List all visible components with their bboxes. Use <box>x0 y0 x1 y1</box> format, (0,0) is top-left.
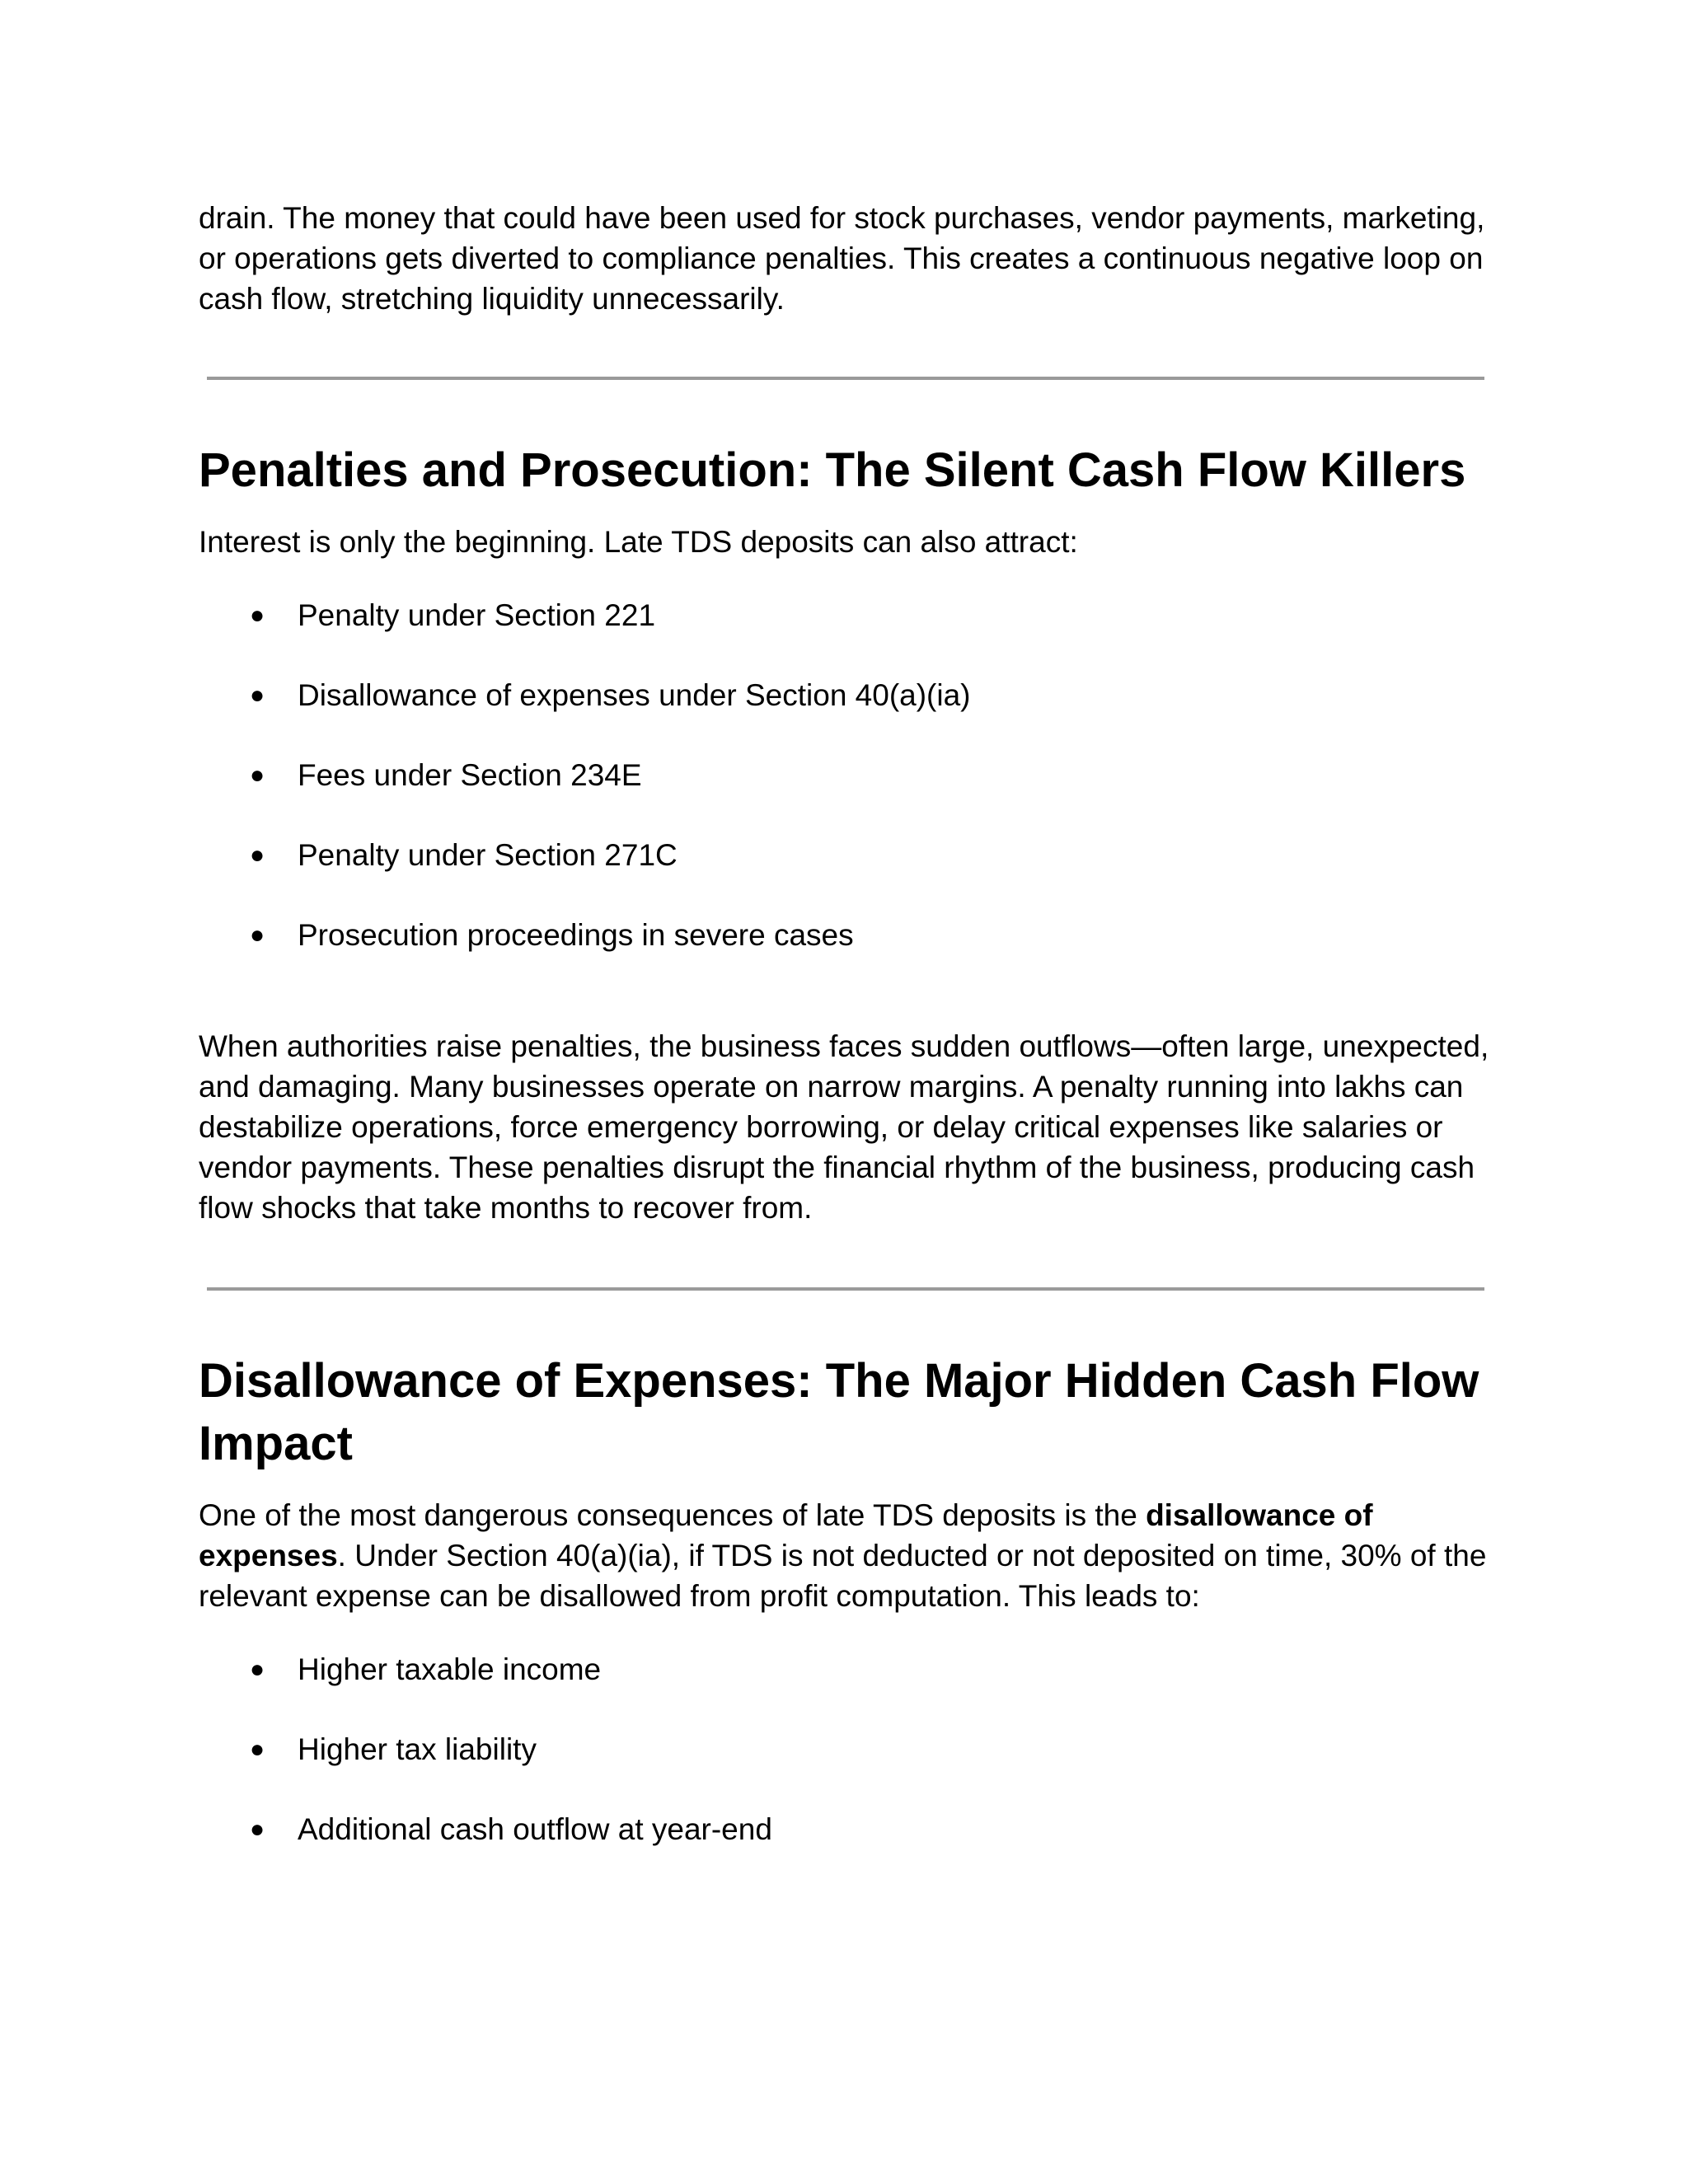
list-item <box>199 675 1493 715</box>
list-item-text: Prosecution proceedings in severe cases <box>298 918 854 952</box>
bullet-icon: ● <box>250 1656 265 1683</box>
list-item-text: Higher taxable income <box>298 1652 602 1686</box>
list-item-text: Additional cash outflow at year-end <box>298 1812 772 1846</box>
list-item <box>199 595 1493 635</box>
section-divider <box>207 377 1484 380</box>
disallowance-lead-bold: disallowance of expenses <box>199 1498 1373 1572</box>
bullet-icon: ● <box>250 1736 265 1763</box>
list-item <box>199 915 1493 955</box>
list-item <box>199 1809 1493 1849</box>
disallowance-lead-start: One of the most dangerous consequences of late TDS deposits is the <box>199 1498 1146 1532</box>
list-item <box>199 1649 1493 1690</box>
list-item <box>199 755 1493 795</box>
bullet-icon: ● <box>250 1816 265 1843</box>
penalties-lead: Interest is only the beginning. Late TDS deposits can also attract: <box>199 525 1078 559</box>
intro-paragraph: drain. The money that could have been used for stock purchases, vendor payments, marketing, or operations gets diverted to compliance penalties. This creates a continuous negative loop on cash flow, stretching liquidity unnecessarily. <box>199 201 1485 316</box>
disallowance-list <box>199 1649 1493 1849</box>
bullet-icon: ● <box>250 762 265 789</box>
disallowance-lead <box>199 1495 1493 1616</box>
list-item-text: Fees under Section 234E <box>298 758 642 792</box>
section-divider <box>207 1287 1484 1291</box>
penalties-paragraph: When authorities raise penalties, the business faces sudden outflows—often large, unexpected, and damaging. Many businesses operate on narrow margins. A penalty running into lakhs can destabilize operations, force emergency borrowing, or delay critical expenses like salaries or vendor payments. These penalties disrupt the financial rhythm of the business, producing cash flow shocks that take months to recover from. <box>199 1029 1489 1225</box>
penalties-heading: Penalties and Prosecution: The Silent Cash Flow Killers <box>199 443 1466 497</box>
disallowance-lead-end: . Under Section 40(a)(ia), if TDS is not deducted or not deposited on time, 30% of the relevant expense can be disallowed from profit computation. This leads to: <box>199 1539 1487 1613</box>
list-item <box>199 1729 1493 1769</box>
list-item <box>199 835 1493 875</box>
list-item-text: Penalty under Section 271C <box>298 838 678 872</box>
bullet-icon: ● <box>250 602 265 629</box>
document-page <box>199 198 1493 1849</box>
bullet-icon: ● <box>250 682 265 709</box>
bullet-icon: ● <box>250 921 265 949</box>
penalties-list <box>199 595 1493 955</box>
disallowance-heading: Disallowance of Expenses: The Major Hidden Cash Flow Impact <box>199 1354 1479 1470</box>
list-item-text: Higher tax liability <box>298 1732 537 1766</box>
list-item-text: Disallowance of expenses under Section 40(a)(ia) <box>298 678 971 712</box>
bullet-icon: ● <box>250 841 265 869</box>
list-item-text: Penalty under Section 221 <box>298 598 656 632</box>
